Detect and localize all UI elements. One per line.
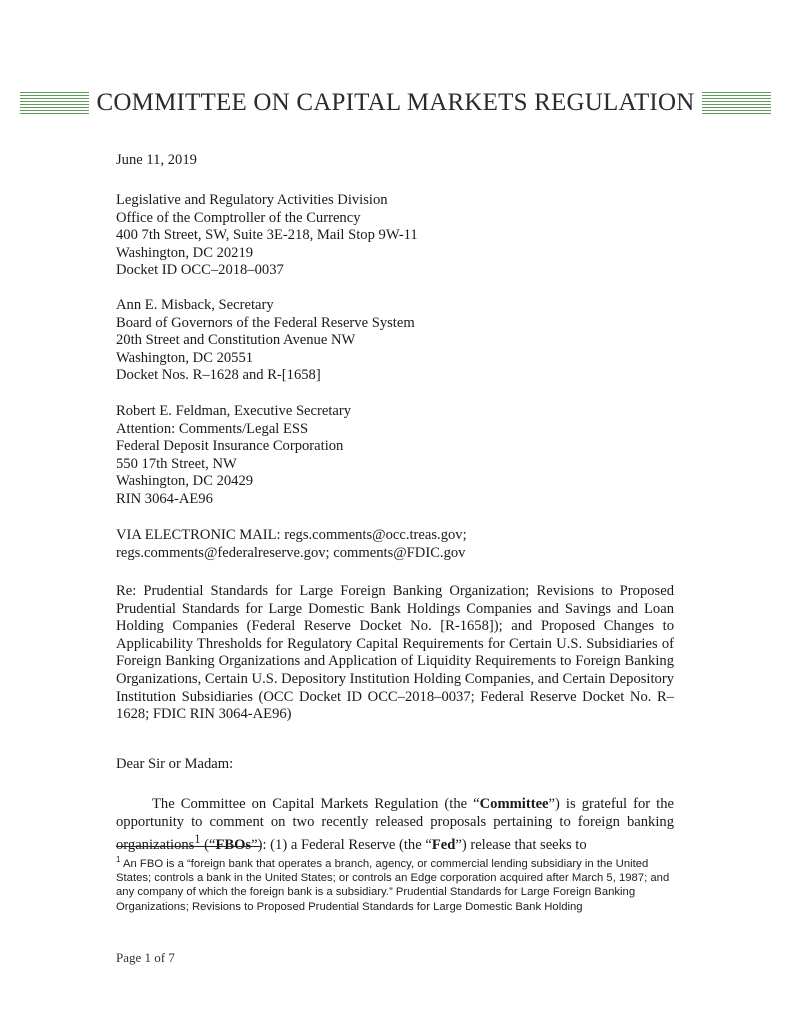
letterhead-org-name: COMMITTEE ON CAPITAL MARKETS REGULATION: [96, 89, 695, 116]
footnote: [116, 853, 678, 914]
address-line: 550 17th Street, NW: [116, 455, 237, 472]
address-line: RIN 3064-AE96: [116, 490, 213, 507]
address-line: 400 7th Street, SW, Suite 3E-218, Mail Stop 9W-11: [116, 227, 418, 244]
addressee-occ: [116, 192, 674, 280]
address-line: Board of Governors of the Federal Reserve System: [116, 314, 415, 331]
via-line: VIA ELECTRONIC MAIL: regs.comments@occ.treas.gov;: [116, 527, 467, 543]
addressee-federal-reserve: [116, 297, 674, 385]
address-line: Docket ID OCC–2018–0037: [116, 262, 284, 279]
letterhead: [20, 88, 771, 118]
footnote-reference: 1: [194, 832, 201, 847]
address-line: Office of the Comptroller of the Currency: [116, 209, 361, 226]
address-line: Washington, DC 20429: [116, 473, 254, 490]
address-line: Washington, DC 20219: [116, 244, 254, 261]
via-line: regs.comments@federalreserve.gov; comments@FDIC.gov: [116, 544, 466, 561]
address-line: Docket Nos. R–1628 and R-[1658]: [116, 367, 321, 384]
letterhead-stripes-left: [20, 92, 89, 114]
paragraph-text: ”): (1) a Federal Reserve (the “: [251, 837, 432, 854]
delivery-method: [116, 527, 674, 562]
address-line: Ann E. Misback, Secretary: [116, 297, 274, 313]
address-line: Washington, DC 20551: [116, 349, 254, 366]
address-line: Federal Deposit Insurance Corporation: [116, 438, 344, 455]
address-line: Legislative and Regulatory Activities Division: [116, 192, 388, 208]
footnote-number: 1: [116, 855, 121, 864]
salutation: Dear Sir or Madam:: [116, 756, 234, 772]
defined-term: Fed: [431, 837, 456, 854]
defined-term: Committee: [479, 796, 549, 812]
paragraph-text: ”) release that seeks to: [455, 837, 587, 854]
addressee-fdic: [116, 403, 674, 509]
subject-line: Re: Prudential Standards for Large Foreign Banking Organization; Revisions to Proposed Prudential Standards for Large Domestic Bank Holdings Companies and Savings and Loan Holding Companies (Federal Reserve Docket No. [R-1658]); and Proposed Changes to Applicability Thresholds for Regulatory Capital Requirements for Certain U.S. Subsidiaries of Foreign Banking Organizations and Application of Liquidity Requirements to Foreign Banking Organizations, Certain U.S. Depository Institution Holding Companies, and Certain Depository Institution Subsidiaries (OCC Docket ID OCC–2018–0037; Federal Reserve Docket No. R–1628; FDIC RIN 3064-AE96): [116, 583, 674, 723]
footnote-text: An FBO is a “foreign bank that operates a branch, agency, or commercial lending subsidiary in the United States; controls a bank in the United States; or controls an Edge corporation acquired after March 5, 1987; and any company of which the foreign bank is a subsidiary.” Prudential Standards for Large Foreign Banking Organizations; Revisions to Proposed Prudential Standards for Large Domestic Bank Holding: [116, 857, 670, 913]
address-line: 20th Street and Constitution Avenue NW: [116, 332, 356, 349]
paragraph-text: (“: [200, 837, 216, 854]
page-number: Page 1 of 7: [116, 950, 175, 965]
address-line: Attention: Comments/Legal ESS: [116, 420, 309, 437]
letter-date: June 11, 2019: [116, 152, 197, 168]
paragraph-text: ”) is grateful for the opportunity to comment on two recently released proposals pertaining to foreign banking organizations: [116, 796, 675, 854]
paragraph-text: The Committee on Capital Markets Regulation (the “: [152, 796, 480, 812]
defined-term: FBOs: [215, 837, 252, 854]
letterhead-stripes-right: [702, 92, 771, 114]
address-line: Robert E. Feldman, Executive Secretary: [116, 403, 352, 419]
footnote-divider: [116, 846, 261, 847]
